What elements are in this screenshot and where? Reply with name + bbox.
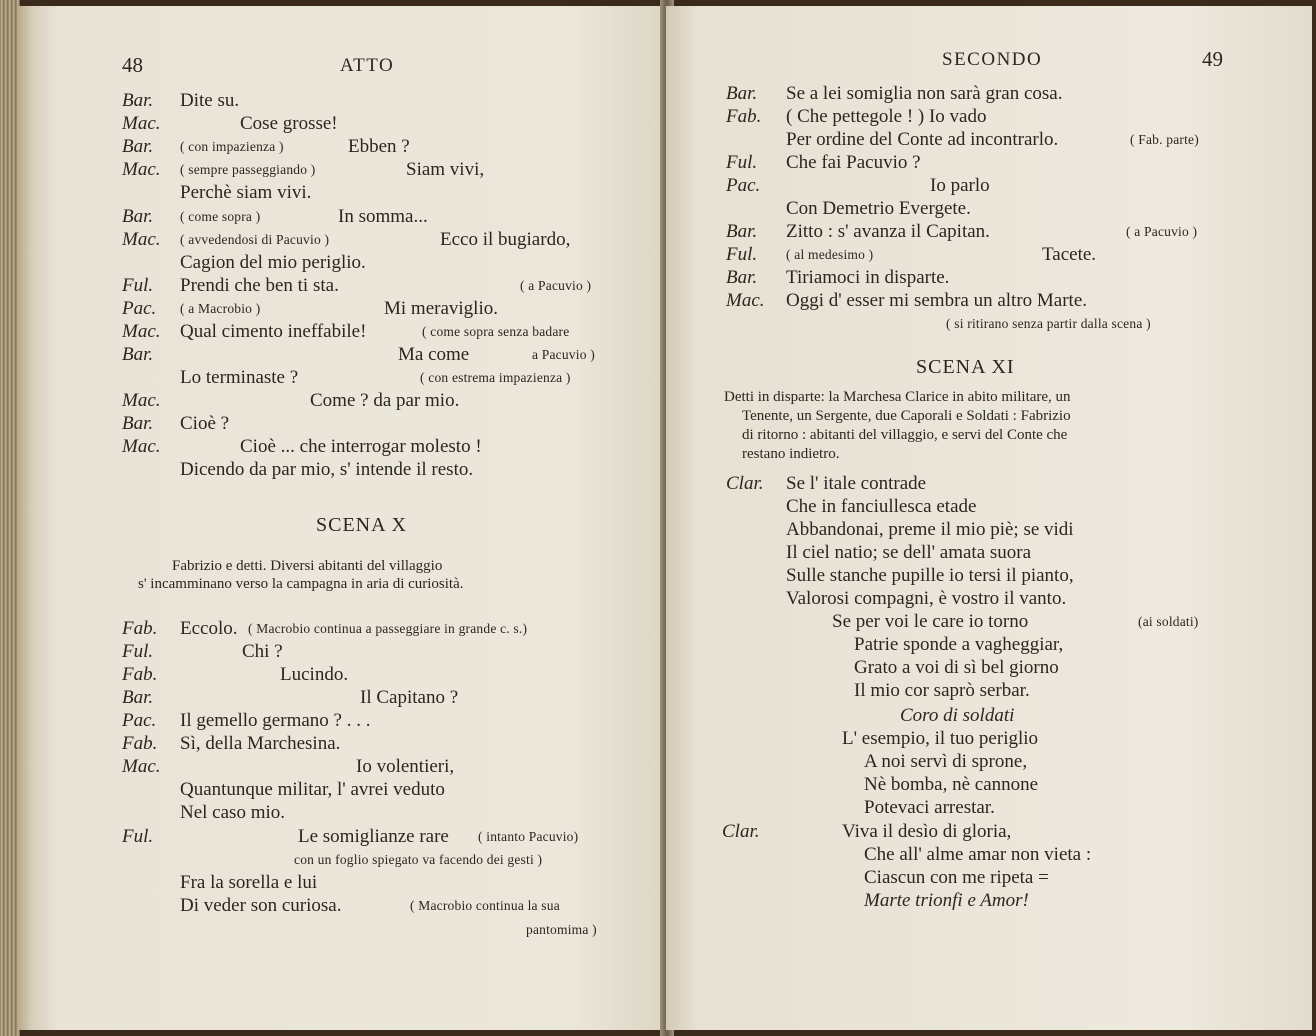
verse: Sì, della Marchesina. <box>180 733 341 754</box>
text-line <box>18 389 666 412</box>
text-line <box>666 197 1312 220</box>
stage-direction: ( a Macrobio ) <box>180 301 261 316</box>
text-line <box>18 918 666 941</box>
text-line <box>666 727 1312 750</box>
verse: Eccolo. <box>180 618 238 639</box>
book-edge <box>0 0 20 1036</box>
speaker: Fab. <box>122 618 158 639</box>
stage-direction: ( con impazienza ) <box>180 139 284 154</box>
speaker: Mac. <box>122 390 161 411</box>
stage-direction: (ai soldati) <box>1138 614 1199 629</box>
verse: Perchè siam vivi. <box>180 182 312 203</box>
text-line <box>666 587 1312 610</box>
speaker: Bar. <box>122 90 154 111</box>
speaker: Clar. <box>722 821 760 842</box>
verse: Le somiglianze rare <box>298 826 449 847</box>
verse: Il Capitano ? <box>360 687 459 708</box>
verse: Cagion del mio periglio. <box>180 252 366 273</box>
verse: Di veder son curiosa. <box>180 895 342 916</box>
stage-direction: ( con estrema impazienza ) <box>420 370 571 385</box>
stage-direction: ( Fab. parte) <box>1130 132 1199 147</box>
verse: Ma come <box>398 344 470 365</box>
stage-direction: ( intanto Pacuvio) <box>478 829 579 844</box>
scene-intro-text: Fabrizio e detti. Diversi abitanti del villaggio <box>172 558 443 574</box>
text-line <box>666 889 1312 912</box>
text-line <box>18 135 666 158</box>
text-line <box>666 312 1312 335</box>
verse: Mi meraviglio. <box>384 298 498 319</box>
verse: Lucindo. <box>280 664 349 685</box>
text-line <box>18 112 666 135</box>
verse: Cose grosse! <box>240 113 338 134</box>
text-line <box>666 174 1312 197</box>
scene-title <box>18 514 666 537</box>
text-line <box>666 243 1312 266</box>
verse: Che in fanciullesca etade <box>786 496 977 517</box>
speaker: Ful. <box>122 275 154 296</box>
running-head: ATTO <box>340 55 395 76</box>
verse: Con Demetrio Evergete. <box>786 198 971 219</box>
text-line <box>666 750 1312 773</box>
text-line <box>18 848 666 871</box>
text-line <box>666 679 1312 702</box>
speaker: Bar. <box>122 344 154 365</box>
speaker: Clar. <box>726 473 764 494</box>
verse: Che fai Pacuvio ? <box>786 152 921 173</box>
verse: In somma... <box>338 206 428 227</box>
verse: Zitto : s' avanza il Capitan. <box>786 221 990 242</box>
verse: L' esempio, il tuo periglio <box>842 728 1039 749</box>
verse: Nel caso mio. <box>180 802 286 823</box>
speaker: Fab. <box>726 106 762 127</box>
page-number: 48 <box>122 53 143 77</box>
text-line <box>18 801 666 824</box>
stage-direction: ( Macrobio continua a passeggiare in grande c. s.) <box>248 621 528 636</box>
verse: Grato a voi di sì bel giorno <box>854 657 1059 678</box>
text-line <box>666 266 1312 289</box>
verse: Ebben ? <box>348 136 410 157</box>
verse: Potevaci arrestar. <box>864 797 995 818</box>
speaker: Bar. <box>122 206 154 227</box>
speaker: Mac. <box>726 290 765 311</box>
speaker: Mac. <box>122 321 161 342</box>
stage-direction: ( come sopra senza badare <box>422 324 570 339</box>
verse: Se per voi le care io torno <box>832 611 1029 632</box>
verse: Viva il desìo di gloria, <box>842 821 1012 842</box>
verse: Tacete. <box>1042 244 1097 265</box>
text-line <box>18 686 666 709</box>
right-header <box>666 48 1312 71</box>
verse: Dite su. <box>180 90 240 111</box>
text-line <box>666 773 1312 796</box>
verse: Il mio cor saprò serbar. <box>854 680 1030 701</box>
speaker: Fab. <box>122 733 158 754</box>
text-line <box>18 871 666 894</box>
text-line <box>18 274 666 297</box>
text-line <box>18 435 666 458</box>
scene-intro-text: Detti in disparte: la Marchesa Clarice in abito militare, un <box>724 389 1071 405</box>
scene-intro-line <box>666 444 1312 467</box>
verse: Io volentieri, <box>356 756 455 777</box>
text-line <box>18 297 666 320</box>
speaker: Ful. <box>726 244 758 265</box>
speaker: Mac. <box>122 436 161 457</box>
text-line <box>666 472 1312 495</box>
text-line <box>18 640 666 663</box>
text-line <box>18 89 666 112</box>
chorus-heading: Coro di soldati <box>900 705 1015 726</box>
scene-title <box>666 356 1312 379</box>
speaker: Mac. <box>122 229 161 250</box>
text-line <box>18 894 666 917</box>
verse: Abbandonai, preme il mio piè; se vidi <box>786 519 1074 540</box>
text-line <box>18 825 666 848</box>
stage-direction: con un foglio spiegato va facendo dei gesti ) <box>294 852 543 867</box>
verse: Oggi d' esser mi sembra un altro Marte. <box>786 290 1088 311</box>
stage-direction: ( Macrobio continua la sua <box>410 898 560 913</box>
verse: Cioè ? <box>180 413 230 434</box>
verse: Prendi che ben ti sta. <box>180 275 339 296</box>
text-line <box>18 755 666 778</box>
verse: Il gemello germano ? . . . <box>180 710 371 731</box>
text-line <box>666 843 1312 866</box>
text-line <box>18 366 666 389</box>
verse: Fra la sorella e lui <box>180 872 318 893</box>
verse: Tiriamoci in disparte. <box>786 267 950 288</box>
verse: Chi ? <box>242 641 283 662</box>
left-header <box>18 54 666 77</box>
text-line <box>18 158 666 181</box>
verse: Nè bomba, nè cannone <box>864 774 1039 795</box>
text-line <box>666 633 1312 656</box>
text-line <box>18 732 666 755</box>
text-line <box>18 663 666 686</box>
text-line <box>666 105 1312 128</box>
verse: Se l' itale contrade <box>786 473 927 494</box>
text-line <box>666 289 1312 312</box>
text-line <box>666 495 1312 518</box>
text-line <box>666 220 1312 243</box>
stage-direction: ( si ritirano senza partir dalla scena ) <box>946 316 1151 331</box>
verse: Siam vivi, <box>406 159 485 180</box>
text-line <box>666 518 1312 541</box>
verse: Marte trionfi e Amor! <box>864 890 1029 911</box>
stage-direction: ( a Pacuvio ) <box>520 278 592 293</box>
speaker: Mac. <box>122 113 161 134</box>
verse: Qual cimento ineffabile! <box>180 321 367 342</box>
speaker: Bar. <box>122 687 154 708</box>
stage-direction: ( avvedendosi di Pacuvio ) <box>180 232 330 247</box>
verse: Sulle stanche pupille io tersi il pianto, <box>786 565 1074 586</box>
verse: Valorosi compagni, è vostro il vanto. <box>786 588 1067 609</box>
text-line <box>18 458 666 481</box>
text-line <box>18 320 666 343</box>
verse: Il ciel natio; se dell' amata suora <box>786 542 1032 563</box>
speaker: Pac. <box>122 710 157 731</box>
text-line <box>18 251 666 274</box>
stage-direction: a Pacuvio ) <box>532 347 595 362</box>
speaker: Pac. <box>726 175 761 196</box>
speaker: Mac. <box>122 159 161 180</box>
text-line <box>666 656 1312 679</box>
scene-title-text: SCENA X <box>316 514 407 536</box>
verse: Che all' alme amar non vieta : <box>864 844 1092 865</box>
verse: Lo terminaste ? <box>180 367 299 388</box>
text-line <box>18 343 666 366</box>
text-line <box>666 704 1312 727</box>
verse: Se a lei somiglia non sarà gran cosa. <box>786 83 1063 104</box>
text-line <box>18 228 666 251</box>
text-line <box>18 181 666 204</box>
stage-direction: ( a Pacuvio ) <box>1126 224 1198 239</box>
verse: Ecco il bugiardo, <box>440 229 571 250</box>
left-page <box>18 6 666 1030</box>
text-line <box>666 151 1312 174</box>
verse: Come ? da par mio. <box>310 390 460 411</box>
text-line <box>666 82 1312 105</box>
speaker: Fab. <box>122 664 158 685</box>
speaker: Bar. <box>122 136 154 157</box>
verse: Io parlo <box>930 175 990 196</box>
verse: Cioè ... che interrogar molesto ! <box>240 436 482 457</box>
speaker: Ful. <box>122 641 154 662</box>
speaker: Pac. <box>122 298 157 319</box>
verse: Dicendo da par mio, s' intende il resto. <box>180 459 474 480</box>
text-line <box>18 709 666 732</box>
verse: ( Che pettegole ! ) Io vado <box>786 106 987 127</box>
text-line <box>18 617 666 640</box>
scene-intro-text: di ritorno : abitanti del villaggio, e servi del Conte che <box>742 427 1068 443</box>
verse: Patrie sponde a vagheggiar, <box>854 634 1064 655</box>
speaker: Bar. <box>726 267 758 288</box>
running-head: SECONDO <box>942 49 1043 70</box>
text-line <box>666 796 1312 819</box>
text-line <box>666 541 1312 564</box>
text-line <box>18 412 666 435</box>
text-line <box>666 610 1312 633</box>
scene-intro-text: restano indietro. <box>742 446 840 462</box>
speaker: Bar. <box>726 221 758 242</box>
stage-direction: ( come sopra ) <box>180 209 261 224</box>
stage-direction: pantomima ) <box>526 922 597 937</box>
text-line <box>666 128 1312 151</box>
text-line <box>18 778 666 801</box>
right-page <box>666 6 1312 1030</box>
speaker: Bar. <box>726 83 758 104</box>
stage-direction: ( al medesimo ) <box>786 247 874 262</box>
verse: Per ordine del Conte ad incontrarlo. <box>786 129 1059 150</box>
scene-intro-text: s' incamminano verso la campagna in aria di curiosità. <box>138 576 464 592</box>
text-line <box>666 564 1312 587</box>
scene-intro-line <box>18 574 666 597</box>
page-number: 49 <box>1202 47 1223 71</box>
speaker: Bar. <box>122 413 154 434</box>
speaker: Mac. <box>122 756 161 777</box>
scene-title-text: SCENA XI <box>916 356 1015 378</box>
speaker: Ful. <box>726 152 758 173</box>
text-line <box>18 205 666 228</box>
speaker: Ful. <box>122 826 154 847</box>
verse: Quantunque militar, l' avrei veduto <box>180 779 445 800</box>
text-line <box>666 820 1312 843</box>
verse: Ciascun con me ripeta = <box>864 867 1049 888</box>
text-line <box>666 866 1312 889</box>
stage-direction: ( sempre passeggiando ) <box>180 162 316 177</box>
verse: A noi servì di sprone, <box>864 751 1028 772</box>
scene-intro-text: Tenente, un Sergente, due Caporali e Soldati : Fabrizio <box>742 408 1071 424</box>
